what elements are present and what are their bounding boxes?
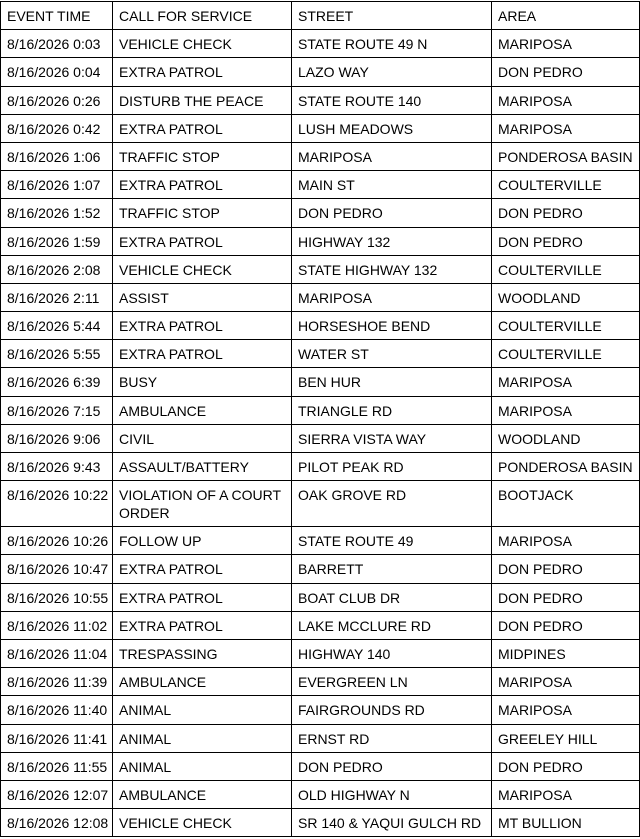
event-time-cell: 8/16/2026 12:08	[1, 809, 113, 837]
event-time-cell: 8/16/2026 10:26	[1, 527, 113, 555]
table-row	[1, 283, 640, 311]
header-area: AREA	[492, 2, 640, 30]
table-row	[1, 527, 640, 555]
event-time-cell: 8/16/2026 9:06	[1, 424, 113, 452]
call-for-service-cell: ANIMAL	[113, 752, 292, 780]
area-cell: DON PEDRO	[492, 752, 640, 780]
call-for-service-cell: EXTRA PATROL	[113, 312, 292, 340]
call-for-service-cell: TRAFFIC STOP	[113, 142, 292, 170]
event-time-cell: 8/16/2026 11:04	[1, 639, 113, 667]
event-time-cell: 8/16/2026 2:11	[1, 283, 113, 311]
street-cell: LAZO WAY	[292, 58, 492, 86]
area-cell: MARIPOSA	[492, 780, 640, 808]
event-time-cell: 8/16/2026 11:55	[1, 752, 113, 780]
street-cell: MARIPOSA	[292, 283, 492, 311]
call-log-body	[1, 30, 640, 837]
street-cell: EVERGREEN LN	[292, 668, 492, 696]
call-log-table	[0, 1, 640, 837]
area-cell: COULTERVILLE	[492, 171, 640, 199]
table-row	[1, 453, 640, 481]
call-for-service-cell: VEHICLE CHECK	[113, 30, 292, 58]
event-time-cell: 8/16/2026 2:08	[1, 255, 113, 283]
area-cell: MARIPOSA	[492, 368, 640, 396]
table-row	[1, 583, 640, 611]
street-cell: ERNST RD	[292, 724, 492, 752]
table-row	[1, 780, 640, 808]
area-cell: WOODLAND	[492, 283, 640, 311]
street-cell: FAIRGROUNDS RD	[292, 696, 492, 724]
header-event-time: EVENT TIME	[1, 2, 113, 30]
table-row	[1, 611, 640, 639]
street-cell: PILOT PEAK RD	[292, 453, 492, 481]
call-for-service-cell: AMBULANCE	[113, 780, 292, 808]
call-for-service-cell: ASSIST	[113, 283, 292, 311]
street-cell: STATE HIGHWAY 132	[292, 255, 492, 283]
call-for-service-cell: AMBULANCE	[113, 396, 292, 424]
table-row	[1, 424, 640, 452]
event-time-cell: 8/16/2026 5:55	[1, 340, 113, 368]
event-time-cell: 8/16/2026 11:02	[1, 611, 113, 639]
area-cell: MARIPOSA	[492, 396, 640, 424]
street-cell: HIGHWAY 132	[292, 227, 492, 255]
table-row	[1, 199, 640, 227]
call-for-service-cell: TRAFFIC STOP	[113, 199, 292, 227]
street-cell: STATE ROUTE 49 N	[292, 30, 492, 58]
call-for-service-cell: EXTRA PATROL	[113, 171, 292, 199]
call-for-service-cell: AMBULANCE	[113, 668, 292, 696]
street-cell: OLD HIGHWAY N	[292, 780, 492, 808]
event-time-cell: 8/16/2026 11:39	[1, 668, 113, 696]
area-cell: DON PEDRO	[492, 611, 640, 639]
area-cell: MT BULLION	[492, 809, 640, 837]
area-cell: MARIPOSA	[492, 668, 640, 696]
call-for-service-cell: EXTRA PATROL	[113, 114, 292, 142]
call-for-service-cell: VEHICLE CHECK	[113, 255, 292, 283]
table-row	[1, 312, 640, 340]
event-time-cell: 8/16/2026 0:26	[1, 86, 113, 114]
table-row	[1, 58, 640, 86]
call-for-service-cell: CIVIL	[113, 424, 292, 452]
event-time-cell: 8/16/2026 0:04	[1, 58, 113, 86]
call-for-service-cell: VIOLATION OF A COURT ORDER	[113, 481, 292, 527]
event-time-cell: 8/16/2026 10:22	[1, 481, 113, 527]
table-row	[1, 227, 640, 255]
event-time-cell: 8/16/2026 6:39	[1, 368, 113, 396]
table-row	[1, 555, 640, 583]
table-row	[1, 340, 640, 368]
call-for-service-cell: ASSAULT/BATTERY	[113, 453, 292, 481]
street-cell: STATE ROUTE 140	[292, 86, 492, 114]
area-cell: BOOTJACK	[492, 481, 640, 527]
street-cell: LAKE MCCLURE RD	[292, 611, 492, 639]
table-row	[1, 724, 640, 752]
area-cell: MARIPOSA	[492, 86, 640, 114]
table-row	[1, 30, 640, 58]
street-cell: WATER ST	[292, 340, 492, 368]
street-cell: DON PEDRO	[292, 199, 492, 227]
event-time-cell: 8/16/2026 10:47	[1, 555, 113, 583]
event-time-cell: 8/16/2026 1:06	[1, 142, 113, 170]
call-for-service-cell: FOLLOW UP	[113, 527, 292, 555]
event-time-cell: 8/16/2026 0:03	[1, 30, 113, 58]
event-time-cell: 8/16/2026 1:52	[1, 199, 113, 227]
area-cell: GREELEY HILL	[492, 724, 640, 752]
call-for-service-cell: DISTURB THE PEACE	[113, 86, 292, 114]
table-row	[1, 752, 640, 780]
event-time-cell: 8/16/2026 11:40	[1, 696, 113, 724]
event-time-cell: 8/16/2026 1:59	[1, 227, 113, 255]
street-cell: MAIN ST	[292, 171, 492, 199]
area-cell: PONDEROSA BASIN	[492, 453, 640, 481]
table-row	[1, 368, 640, 396]
area-cell: DON PEDRO	[492, 555, 640, 583]
event-time-cell: 8/16/2026 0:42	[1, 114, 113, 142]
call-for-service-cell: EXTRA PATROL	[113, 58, 292, 86]
street-cell: BARRETT	[292, 555, 492, 583]
call-for-service-cell: ANIMAL	[113, 696, 292, 724]
table-row	[1, 142, 640, 170]
street-cell: DON PEDRO	[292, 752, 492, 780]
event-time-cell: 8/16/2026 10:55	[1, 583, 113, 611]
event-time-cell: 8/16/2026 5:44	[1, 312, 113, 340]
call-for-service-cell: EXTRA PATROL	[113, 555, 292, 583]
street-cell: SIERRA VISTA WAY	[292, 424, 492, 452]
table-row	[1, 396, 640, 424]
street-cell: SR 140 & YAQUI GULCH RD	[292, 809, 492, 837]
area-cell: MARIPOSA	[492, 30, 640, 58]
header-street: STREET	[292, 2, 492, 30]
area-cell: COULTERVILLE	[492, 255, 640, 283]
call-for-service-cell: EXTRA PATROL	[113, 227, 292, 255]
header-row	[1, 2, 640, 30]
street-cell: HIGHWAY 140	[292, 639, 492, 667]
table-row	[1, 481, 640, 527]
event-time-cell: 8/16/2026 1:07	[1, 171, 113, 199]
event-time-cell: 8/16/2026 11:41	[1, 724, 113, 752]
area-cell: MARIPOSA	[492, 696, 640, 724]
area-cell: DON PEDRO	[492, 227, 640, 255]
table-row	[1, 668, 640, 696]
event-time-cell: 8/16/2026 7:15	[1, 396, 113, 424]
street-cell: STATE ROUTE 49	[292, 527, 492, 555]
table-row	[1, 86, 640, 114]
area-cell: PONDEROSA BASIN	[492, 142, 640, 170]
call-for-service-cell: EXTRA PATROL	[113, 611, 292, 639]
call-for-service-cell: EXTRA PATROL	[113, 583, 292, 611]
street-cell: BOAT CLUB DR	[292, 583, 492, 611]
area-cell: DON PEDRO	[492, 583, 640, 611]
call-for-service-cell: VEHICLE CHECK	[113, 809, 292, 837]
area-cell: COULTERVILLE	[492, 312, 640, 340]
call-for-service-cell: TRESPASSING	[113, 639, 292, 667]
event-time-cell: 8/16/2026 9:43	[1, 453, 113, 481]
table-row	[1, 639, 640, 667]
area-cell: DON PEDRO	[492, 58, 640, 86]
table-row	[1, 171, 640, 199]
table-row	[1, 114, 640, 142]
area-cell: COULTERVILLE	[492, 340, 640, 368]
street-cell: HORSESHOE BEND	[292, 312, 492, 340]
call-for-service-cell: ANIMAL	[113, 724, 292, 752]
street-cell: OAK GROVE RD	[292, 481, 492, 527]
area-cell: DON PEDRO	[492, 199, 640, 227]
event-time-cell: 8/16/2026 12:07	[1, 780, 113, 808]
header-call-for-service: CALL FOR SERVICE	[113, 2, 292, 30]
table-row	[1, 696, 640, 724]
area-cell: MARIPOSA	[492, 114, 640, 142]
table-row	[1, 809, 640, 837]
street-cell: MARIPOSA	[292, 142, 492, 170]
call-for-service-cell: BUSY	[113, 368, 292, 396]
street-cell: TRIANGLE RD	[292, 396, 492, 424]
street-cell: LUSH MEADOWS	[292, 114, 492, 142]
area-cell: WOODLAND	[492, 424, 640, 452]
area-cell: MARIPOSA	[492, 527, 640, 555]
table-row	[1, 255, 640, 283]
street-cell: BEN HUR	[292, 368, 492, 396]
call-for-service-cell: EXTRA PATROL	[113, 340, 292, 368]
area-cell: MIDPINES	[492, 639, 640, 667]
